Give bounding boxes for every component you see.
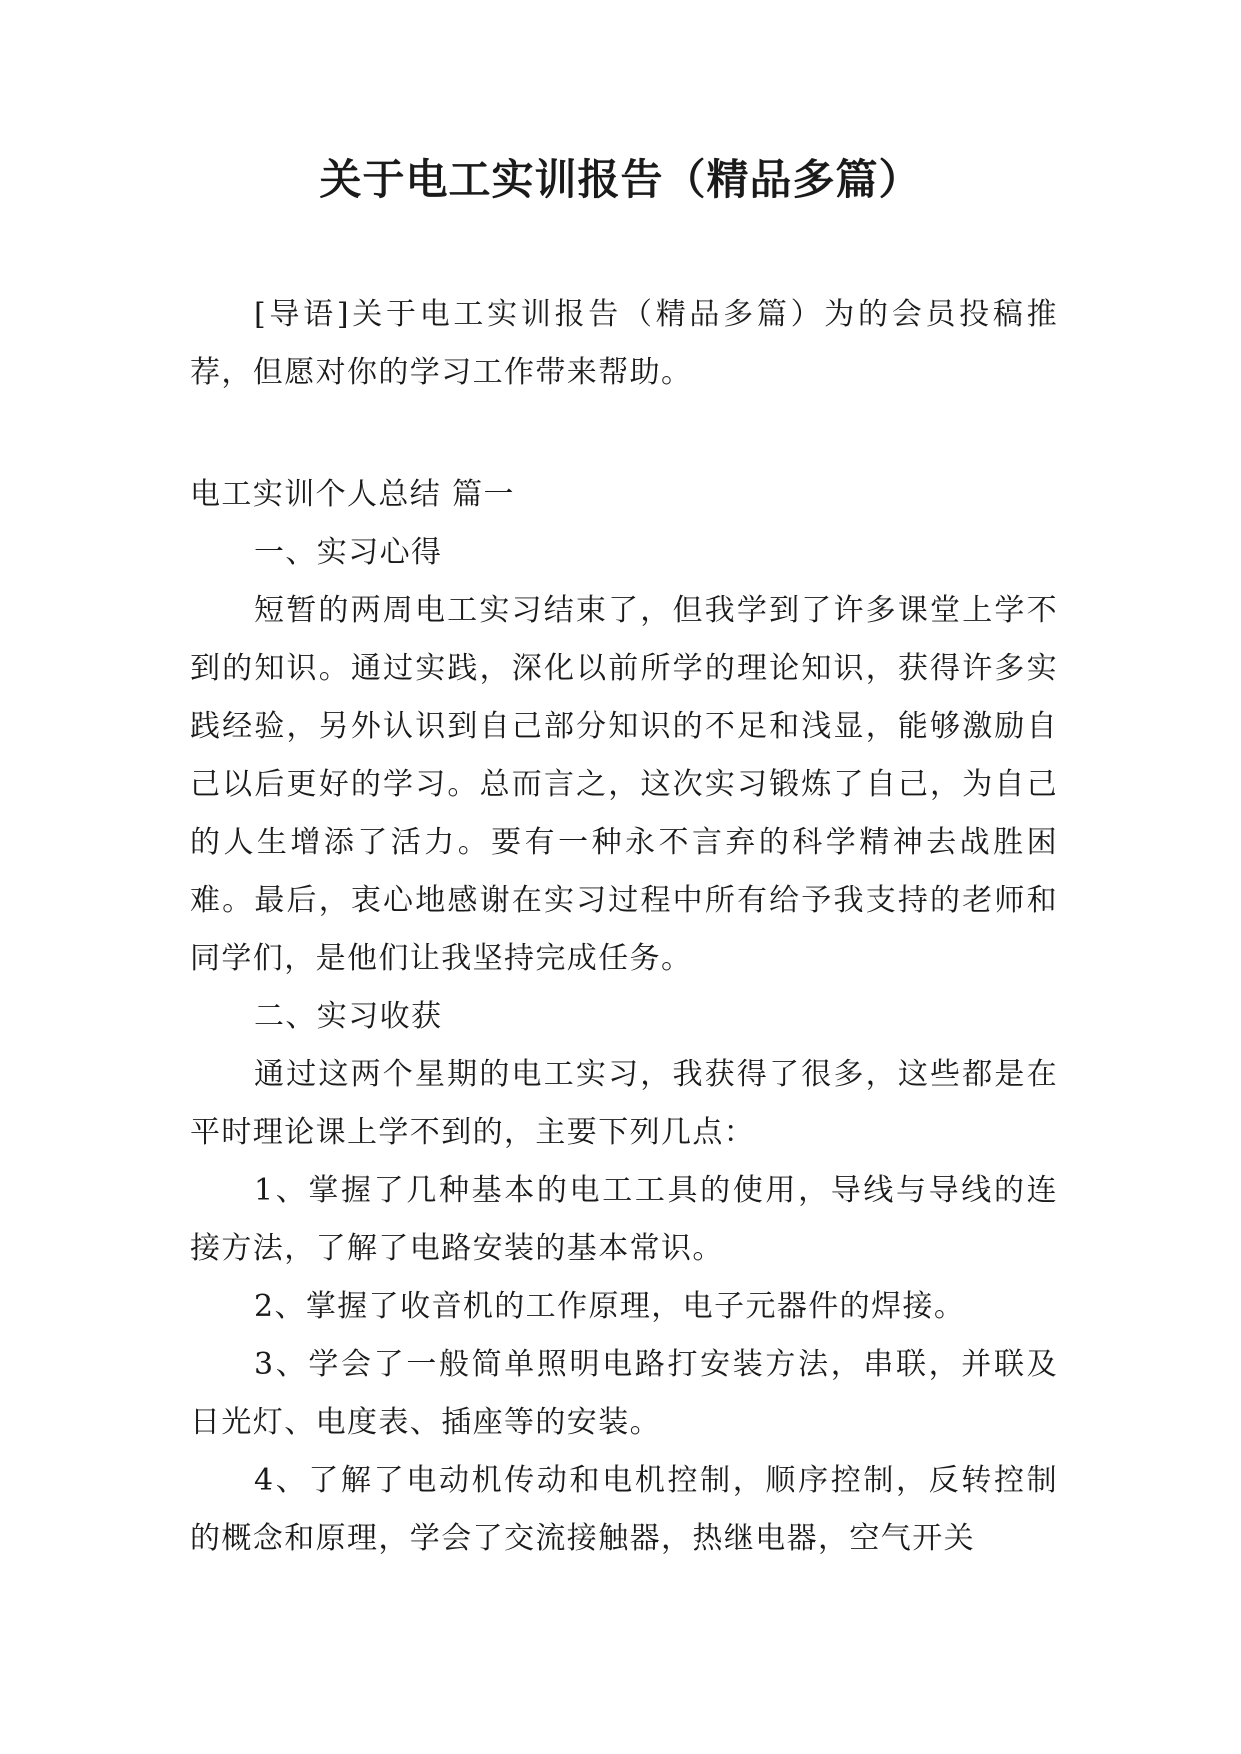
list-item-3: 3、学会了一般简单照明电路打安装方法，串联，并联及日光灯、电度表、插座等的安装。	[190, 1347, 1058, 1440]
intro-paragraph: [导语]关于电工实训报告（精品多篇）为的会员投稿推荐，但愿对你的学习工作带来帮助。	[190, 297, 1058, 390]
section-heading: 电工实训个人总结 篇一	[190, 477, 515, 512]
list-item-2: 2、掌握了收音机的工作原理，电子元器件的焊接。	[254, 1289, 966, 1324]
document-body	[190, 286, 1058, 1568]
subheading-gains: 二、实习收获	[254, 999, 443, 1034]
paragraph-experience: 短暂的两周电工实习结束了，但我学到了许多课堂上学不到的知识。通过实践，深化以前所学的理论知识，获得许多实践经验，另外认识到自己部分知识的不足和浅显，能够激励自己以后更好的学习。总而言之，这次实习锻炼了自己，为自己的人生增添了活力。要有一种永不言弃的科学精神去战胜困难。最后，衷心地感谢在实习过程中所有给予我支持的老师和同学们，是他们让我坚持完成任务。	[190, 593, 1058, 976]
subheading-experience: 一、实习心得	[254, 535, 443, 570]
list-item-4: 4、了解了电动机传动和电机控制，顺序控制，反转控制的概念和原理，学会了交流接触器，热继电器，空气开关	[190, 1463, 1058, 1556]
list-item-1: 1、掌握了几种基本的电工工具的使用，导线与导线的连接方法，了解了电路安装的基本常识。	[190, 1173, 1058, 1266]
paragraph-gains: 通过这两个星期的电工实习，我获得了很多，这些都是在平时理论课上学不到的，主要下列几点：	[190, 1057, 1058, 1150]
document-title: 关于电工实训报告（精品多篇）	[319, 155, 922, 204]
